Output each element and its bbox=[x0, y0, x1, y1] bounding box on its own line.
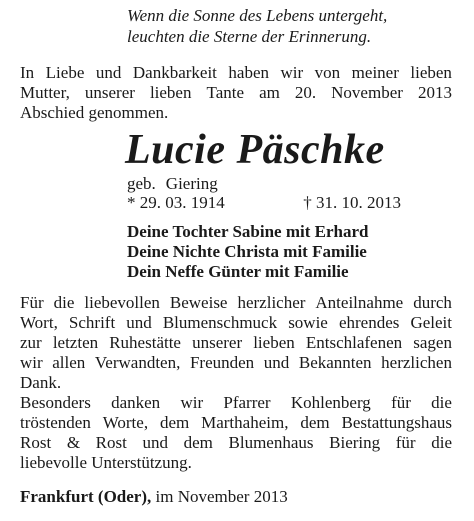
death-date: † 31. 10. 2013 bbox=[303, 193, 401, 212]
word: unserer bbox=[192, 333, 243, 352]
word: wir bbox=[280, 63, 304, 82]
thanks-line bbox=[20, 413, 452, 433]
word: am bbox=[259, 83, 280, 102]
thanks-line bbox=[20, 433, 452, 453]
birth-date: * 29. 03. 1914 bbox=[127, 193, 225, 212]
word: Dankbarkeit bbox=[132, 63, 217, 82]
thanks-line bbox=[20, 353, 452, 373]
word: lieben bbox=[253, 333, 295, 352]
intro-line bbox=[20, 83, 452, 103]
thanks-line bbox=[20, 313, 452, 333]
mourner: Deine Tochter Sabine mit Erhard bbox=[127, 222, 369, 241]
intro-line bbox=[20, 63, 452, 83]
word: die bbox=[431, 393, 452, 412]
deceased-name: Lucie Päschke bbox=[125, 127, 385, 173]
word: wir bbox=[180, 393, 204, 412]
word: Anteilnahme bbox=[315, 293, 404, 312]
word: und bbox=[263, 353, 290, 372]
word: wir bbox=[20, 353, 43, 372]
word: Besonders bbox=[20, 393, 91, 412]
word: allen bbox=[52, 353, 86, 372]
motto bbox=[127, 5, 387, 47]
word: Wort, bbox=[20, 313, 58, 332]
word: und bbox=[95, 63, 122, 82]
word: von bbox=[314, 63, 341, 82]
word: für bbox=[395, 433, 416, 452]
birth-name bbox=[127, 174, 218, 194]
word: tröstenden bbox=[20, 413, 91, 432]
word: Für bbox=[20, 293, 44, 312]
word: Freunden bbox=[189, 353, 255, 372]
word: 2013 bbox=[417, 83, 452, 102]
notice-date: im November 2013 bbox=[151, 487, 288, 506]
word: durch bbox=[413, 293, 452, 312]
word: November bbox=[331, 83, 403, 102]
word: zur bbox=[20, 333, 42, 352]
word: liebevollen bbox=[84, 293, 160, 312]
life-dates bbox=[127, 193, 401, 213]
word: und bbox=[142, 433, 168, 452]
thanks-line bbox=[20, 393, 452, 413]
birth-name-value: Giering bbox=[165, 174, 218, 193]
word: letzten bbox=[52, 333, 99, 352]
word: dem bbox=[300, 413, 330, 432]
word: die bbox=[431, 433, 452, 452]
thanks-line: Dank. bbox=[20, 373, 62, 392]
word: Worte, bbox=[102, 413, 149, 432]
word: Biering bbox=[329, 433, 381, 452]
word: die bbox=[53, 293, 75, 312]
word: lieben bbox=[410, 63, 452, 82]
thanks-line: liebevolle Unterstützung. bbox=[20, 453, 192, 472]
word: Schrift bbox=[68, 313, 116, 332]
word: Bekannten bbox=[298, 353, 372, 372]
motto-line: leuchten die Sterne der Erinnerung. bbox=[127, 27, 372, 46]
word: herzlicher bbox=[237, 293, 306, 312]
birth-name-prefix: geb. bbox=[127, 174, 156, 193]
word: Bestattungshaus bbox=[341, 413, 452, 432]
word: Blumenschmuck bbox=[162, 313, 278, 332]
word: für bbox=[391, 393, 411, 412]
word: Rost bbox=[95, 433, 127, 452]
mourners-list bbox=[127, 222, 368, 282]
intro-line: Abschied genommen. bbox=[20, 103, 169, 122]
word: 20. bbox=[294, 83, 317, 102]
word: ehrendes bbox=[338, 313, 400, 332]
word: herzlichen bbox=[381, 353, 452, 372]
city: Frankfurt (Oder), bbox=[20, 487, 152, 506]
word: & bbox=[66, 433, 81, 452]
word: Marthaheim, bbox=[201, 413, 289, 432]
word: Geleit bbox=[410, 313, 452, 332]
mourner: Dein Neffe Günter mit Familie bbox=[127, 262, 349, 281]
thanks-line bbox=[20, 293, 452, 313]
word: danken bbox=[111, 393, 161, 412]
thanks-line bbox=[20, 333, 452, 353]
word: meiner bbox=[351, 63, 399, 82]
motto-line: Wenn die Sonne des Lebens untergeht, bbox=[127, 6, 388, 25]
word: Rost bbox=[20, 433, 52, 452]
word: Kohlenberg bbox=[290, 393, 371, 412]
word: Blumenhaus bbox=[228, 433, 314, 452]
place-and-date bbox=[20, 487, 288, 507]
word: Tante bbox=[206, 83, 245, 102]
mourner: Deine Nichte Christa mit Familie bbox=[127, 242, 367, 261]
word: Liebe bbox=[45, 63, 85, 82]
word: und bbox=[126, 313, 152, 332]
word: dem bbox=[159, 413, 190, 432]
word: Ruhestätte bbox=[109, 333, 181, 352]
thanks-text bbox=[20, 293, 452, 473]
word: unserer bbox=[84, 83, 135, 102]
intro-text bbox=[20, 63, 452, 123]
word: Verwandten, bbox=[94, 353, 181, 372]
word: Pfarrer bbox=[223, 393, 271, 412]
word: lieben bbox=[149, 83, 192, 102]
word: Beweise bbox=[169, 293, 228, 312]
word: In bbox=[20, 63, 35, 82]
word: sowie bbox=[288, 313, 328, 332]
word: Mutter, bbox=[20, 83, 70, 102]
word: haben bbox=[228, 63, 269, 82]
word: dem bbox=[183, 433, 213, 452]
word: Entschlafenen bbox=[305, 333, 403, 352]
word: sagen bbox=[413, 333, 452, 352]
